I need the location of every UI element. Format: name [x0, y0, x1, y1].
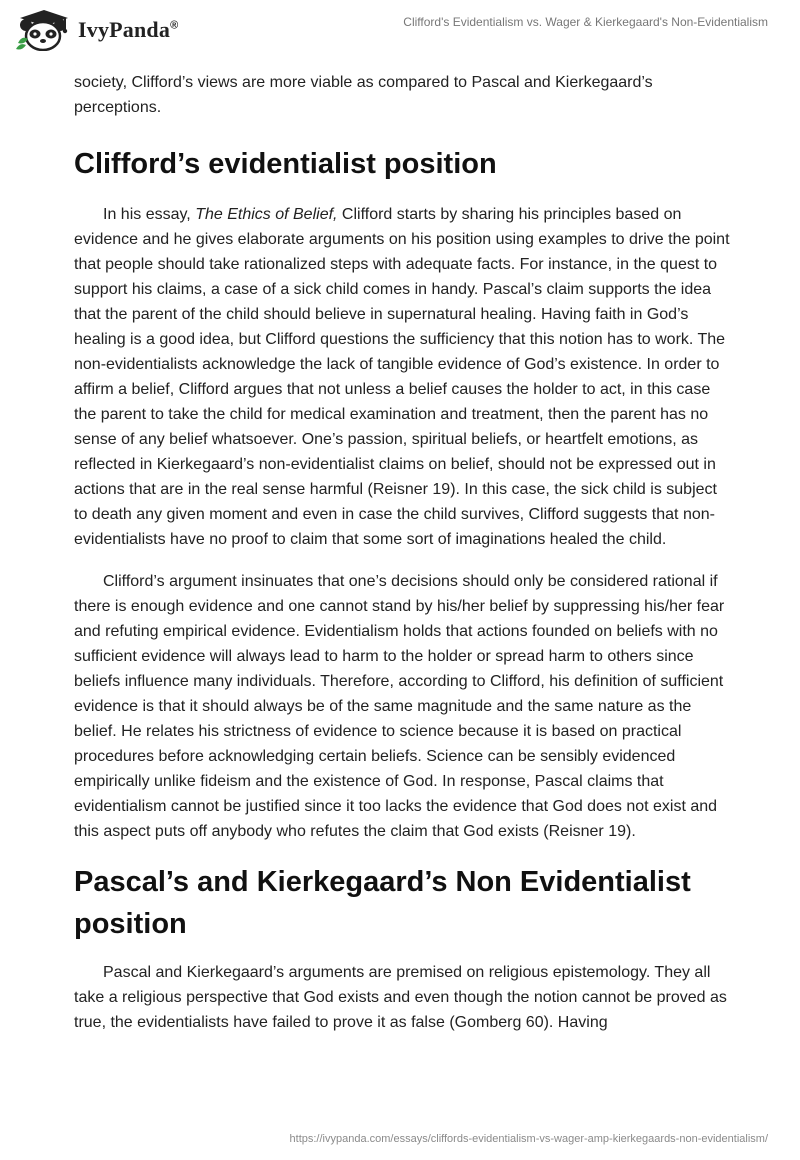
book-title: The Ethics of Belief, — [195, 206, 338, 223]
ivypanda-logo[interactable] — [14, 9, 178, 51]
panda-graduate-icon — [14, 9, 72, 51]
paragraph-religious-epistemology: Pascal and Kierkegaard’s arguments are premised on religious epistemology. They all take a religious perspective that God exists and even though the notion cannot be proved as true, the evidentialists have failed to prove it as false (Gomberg 60). Having — [74, 964, 727, 1031]
brand-name: IvyPanda® — [78, 17, 179, 42]
section-heading-clifford: Clifford’s evidentialist position — [74, 148, 497, 180]
paragraph-continued: society, Clifford’s views are more viable as compared to Pascal and Kierkegaard’s perceptions. — [74, 74, 653, 116]
source-url[interactable]: https://ivypanda.com/essays/cliffords-evidentialism-vs-wager-amp-kierkegaards-non-evidentialism/ — [289, 1133, 768, 1145]
paragraph-ethics-of-belief: In his essay, The Ethics of Belief, Clifford starts by sharing his principles based on evidence and he gives elaborate arguments on his position using examples to drive the point that people should take rationalized steps with adequate facts. For instance, in the quest to support his claims, a case of a sick child comes in handy. Pascal’s claim supports the idea that the parent of the child should believe in supernatural healing. Having faith in God’s healing is a good idea, but Clifford questions the sufficiency that this notion has to work. The non-evidentialists acknowledge the lack of tangible evidence of God’s existence. In order to affirm a belief, Clifford argues that not unless a belief causes the holder to act, in this case the parent to take the child for medical examination and treatment, then the parent has no sense of any belief whatsoever. One’s passion, spiritual beliefs, or heartfelt emotions, as reflected in Kierkegaard’s non-evidentialist claims on belief, should not be expressed out in actions that are in the real sense harmful (Reisner 19). In this case, the sick child is subject to death any given moment and even in case the child survives, Clifford suggests that non-evidentialists have no proof to claim that some sort of imaginations healed the child. — [74, 206, 730, 548]
section-heading-pascal-kierkegaard: Pascal’s and Kierkegaard’s Non Evidentialist position — [74, 866, 691, 940]
essay-body — [74, 70, 730, 1035]
page-header — [0, 0, 800, 60]
document-title: Clifford's Evidentialism vs. Wager & Kierkegaard's Non-Evidentialism — [403, 15, 768, 29]
paragraph-clifford-argument: Clifford’s argument insinuates that one’s decisions should only be considered rational if there is enough evidence and one cannot stand by his/her belief by suppressing his/her fear and refuting empirical evidence. Evidentialism holds that actions founded on beliefs with no sufficient evidence will always lead to harm to the holder or spread harm to others since beliefs influence many individuals. Therefore, according to Clifford, his definition of sufficient evidence is that it should always be of the same magnitude and the same nature as the belief. He relates his strictness of evidence to science because it is based on practical procedures before acknowledging certain beliefs. Science can be sensibly evidenced empirically unlike fideism and the existence of God. In response, Pascal claims that evidentialism cannot be justified since it too lacks the evidence that God does not exist and this aspect puts off anybody who refutes the claim that God exists (Reisner 19). — [74, 573, 725, 840]
